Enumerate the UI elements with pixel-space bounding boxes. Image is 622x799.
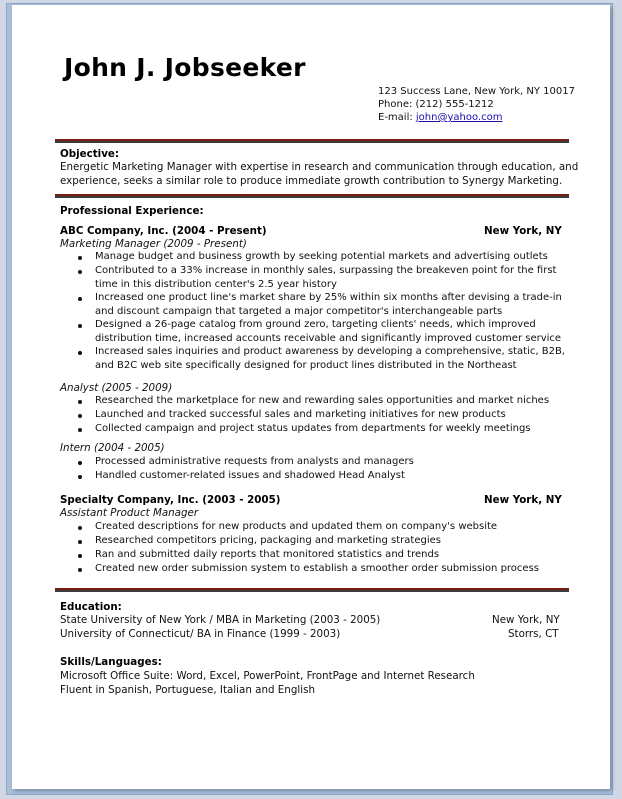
email-line (378, 112, 502, 123)
bullet-text: Researched the marketplace for new and rewarding sales opportunities and market niches (95, 395, 550, 406)
role-title: Analyst (2005 - 2009) (60, 382, 173, 394)
bullet-icon (78, 351, 82, 355)
bullet-icon (78, 414, 82, 418)
bullet-icon (78, 461, 82, 465)
bullet-text: Processed administrative requests from analysts and managers (95, 456, 414, 467)
bullet-text: Manage budget and business growth by seeking potential markets and advertising outlets (95, 251, 548, 262)
bullet-icon (78, 526, 82, 530)
divider-top (55, 139, 569, 143)
email-link[interactable]: john@yahoo.com (415, 112, 503, 123)
bullet-icon (78, 270, 82, 274)
objective-line: experience, seeks a similar role to produce immediate growth contribution to Synergy Marketing. (60, 175, 563, 187)
company-title: ABC Company, Inc. (2004 - Present) (60, 225, 267, 237)
education-heading: Education: (60, 601, 122, 613)
bullet-icon (78, 256, 82, 260)
skills-line: Fluent in Spanish, Portuguese, Italian and English (60, 684, 315, 696)
objective-line: Energetic Marketing Manager with expertise in research and communication through education, and (60, 161, 579, 173)
bullet-text: Ran and submitted daily reports that monitored statistics and trends (95, 549, 440, 560)
bullet-icon (78, 540, 82, 544)
email-label: E-mail: (378, 112, 416, 123)
candidate-name: John J. Jobseeker (64, 53, 306, 82)
bullet-icon (78, 568, 82, 572)
bullet-text: time in this distribution center's 2.5 year history (95, 279, 337, 290)
bullet-text: Increased sales inquiries and product awareness by developing a comprehensive, static, B2B, (95, 346, 565, 357)
bullet-text: Launched and tracked successful sales and marketing initiatives for new products (95, 409, 506, 420)
bullet-icon (78, 400, 82, 404)
bullet-icon (78, 475, 82, 479)
bullet-text: Contributed to a 33% increase in monthly sales, surpassing the breakeven point for the first (95, 265, 557, 276)
bullet-text: Created new order submission system to establish a smoother order submission process (95, 563, 539, 574)
experience-heading: Professional Experience: (60, 205, 204, 217)
divider-objective (55, 194, 569, 198)
bullet-text: Designed a 26-page catalog from ground zero, targeting clients' needs, which improved (95, 319, 536, 330)
divider-experience (55, 588, 569, 592)
skills-line: Microsoft Office Suite: Word, Excel, PowerPoint, FrontPage and Internet Research (60, 670, 475, 682)
bullet-text: Increased one product line's market share by 25% within six months after devising a trade-in (95, 292, 562, 303)
resume-page (12, 5, 610, 789)
bullet-text: and B2C web site specifically designed for product lines distributed in the Northeast (95, 360, 517, 371)
bullet-icon (78, 428, 82, 432)
objective-heading: Objective: (60, 148, 120, 160)
role-title: Assistant Product Manager (60, 507, 199, 519)
education-location: New York, NY (492, 614, 560, 626)
company-title: Specialty Company, Inc. (2003 - 2005) (60, 494, 281, 506)
bullet-text: Created descriptions for new products and updated them on company's website (95, 521, 498, 532)
bullet-text: Handled customer-related issues and shadowed Head Analyst (95, 470, 405, 481)
bullet-text: Researched competitors pricing, packaging and marketing strategies (95, 535, 441, 546)
company-location: New York, NY (484, 225, 562, 237)
bullet-text: distribution time, increased accounts receivable and significantly improved customer service (95, 333, 562, 344)
bullet-icon (78, 297, 82, 301)
company-location: New York, NY (484, 494, 562, 506)
bullet-text: and discount campaign that targeted a major competitor's interchangeable parts (95, 306, 503, 317)
education-location: Storrs, CT (508, 628, 559, 640)
bullet-icon (78, 554, 82, 558)
education-school: University of Connecticut/ BA in Finance (1999 - 2003) (60, 628, 341, 640)
bullet-text: Collected campaign and project status updates from departments for weekly meetings (95, 423, 531, 434)
role-title: Intern (2004 - 2005) (60, 442, 165, 454)
skills-heading: Skills/Languages: (60, 656, 162, 668)
address: 123 Success Lane, New York, NY 10017 (378, 86, 575, 97)
phone: Phone: (212) 555-1212 (378, 99, 494, 110)
role-title: Marketing Manager (2009 - Present) (60, 238, 247, 250)
bullet-icon (78, 324, 82, 328)
education-school: State University of New York / MBA in Marketing (2003 - 2005) (60, 614, 381, 626)
